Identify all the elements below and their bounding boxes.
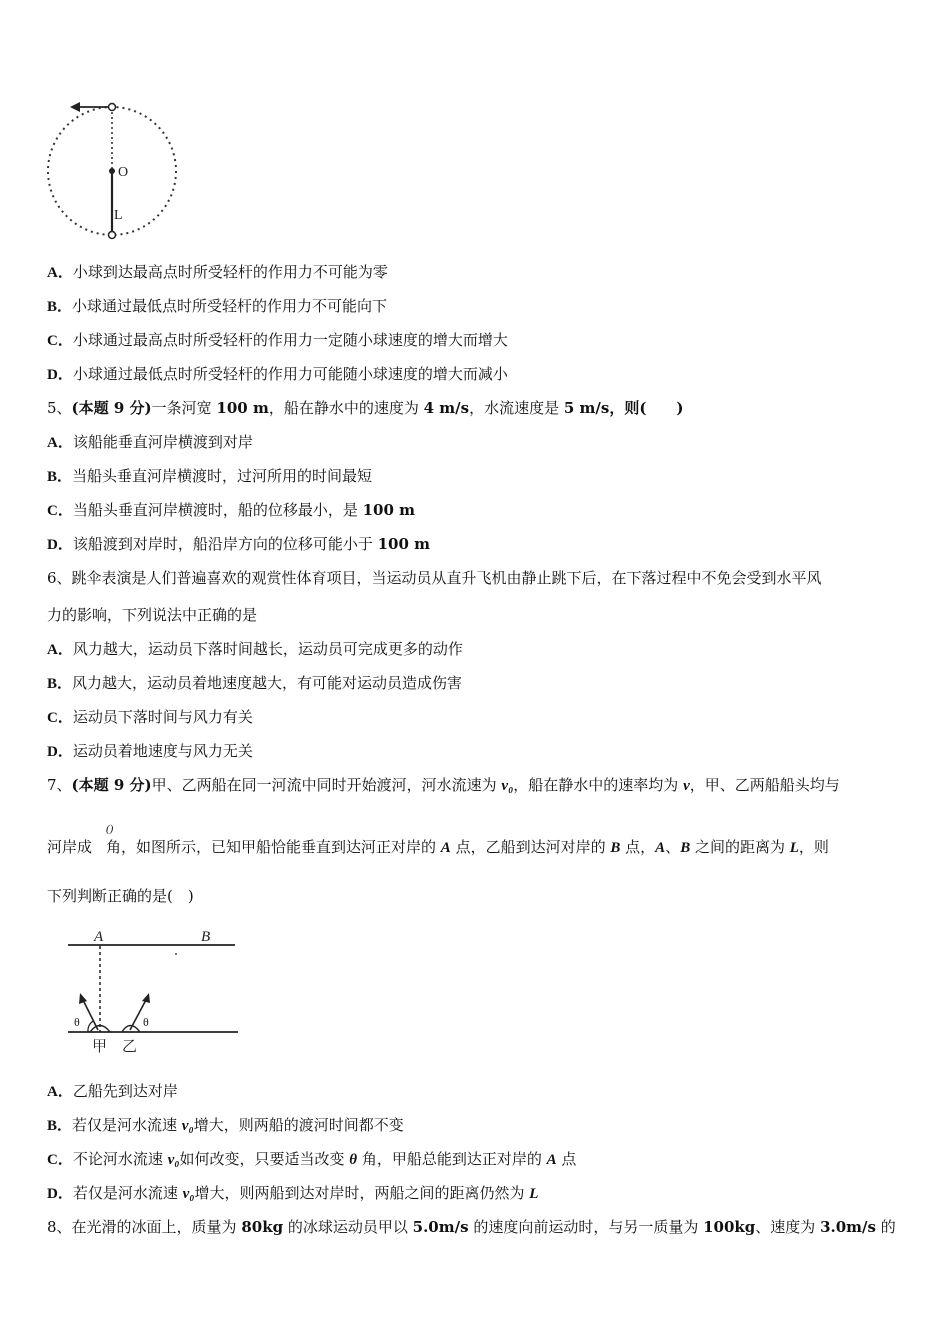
theta-placeholder: () (106, 823, 114, 835)
stem-text: 的 (875, 1218, 896, 1236)
stem-text: 甲、乙两船在同一河流中同时开始渡河，河水流速为 (151, 776, 502, 794)
yi-arrow-head (142, 993, 150, 1003)
label-jia: 甲 (92, 1037, 108, 1055)
top-ball (109, 104, 116, 111)
option-text: 若仅是河水流速 (72, 1184, 183, 1202)
point-a: A (546, 1152, 557, 1168)
option-letter: A． (47, 435, 73, 451)
mass-2: 100kg (703, 1218, 756, 1236)
stem-text: 河岸成 (47, 838, 93, 856)
option-value: 100 m (377, 535, 431, 553)
option-letter: A． (47, 1084, 73, 1100)
option-text: 该船渡到对岸时，船沿岸方向的位移可能小于 (72, 535, 378, 553)
stem-text: ，则( ) (609, 399, 684, 417)
water-speed: 5 m/s (563, 399, 610, 417)
q5-stem (47, 398, 684, 418)
option-letter: B． (47, 469, 73, 485)
stem-text: ，则 (798, 838, 829, 856)
q6-stem-line1 (47, 568, 822, 588)
option-text: 若仅是河水流速 (72, 1116, 182, 1134)
option-text: 当船头垂直河岸横渡时，船的位移最小，是 (72, 501, 363, 519)
question-number: 8、 (47, 1218, 72, 1236)
stem-text: 、速度为 (755, 1218, 821, 1236)
option-letter: B． (47, 676, 73, 692)
mark-dot (175, 953, 177, 955)
label-b: B (201, 929, 211, 945)
stem-text: 的冰球运动员甲以 (283, 1218, 413, 1236)
stem-text: 点， (620, 838, 656, 856)
option-value: 100 m (362, 501, 416, 519)
label-yi: 乙 (122, 1037, 138, 1055)
option-text: 小球通过最低点时所受轻杆的作用力不可能向下 (72, 297, 388, 315)
point-a: A (440, 840, 451, 856)
q5-option-a (47, 432, 253, 453)
var-v0: v₀ (501, 778, 514, 794)
score: (本题 9 分) (71, 399, 152, 417)
option-letter: A． (47, 642, 73, 658)
option-text: 小球通过最低点时所受轻杆的作用力可能随小球速度的增大而减小 (72, 365, 508, 383)
option-letter: C． (47, 503, 73, 519)
jia-arrow-head (79, 993, 87, 1004)
var-theta: θ (349, 1152, 358, 1168)
rod-circle-figure (40, 95, 190, 250)
theta-yi: θ (143, 1015, 149, 1029)
option-letter: C． (47, 1152, 73, 1168)
option-text: 当船头垂直河岸横渡时，过河所用的时间最短 (72, 467, 373, 485)
theta-jia: θ (74, 1015, 80, 1029)
stem-text: ，水流速度是 (469, 399, 564, 417)
q7-option-b (47, 1115, 404, 1136)
river-width: 100 m (216, 399, 269, 417)
option-text: 增大，则两船的渡河时间都不变 (193, 1116, 404, 1134)
distance-l: L (529, 1186, 539, 1202)
option-text: 点 (556, 1150, 577, 1168)
stem-text: 在光滑的冰面上，质量为 (71, 1218, 242, 1236)
q6-option-a (47, 639, 463, 660)
q7-stem-line1 (47, 775, 840, 796)
var-v0: v₀ (181, 1118, 194, 1134)
option-letter: B． (47, 299, 73, 315)
river-crossing-figure (60, 922, 245, 1057)
option-text: 角，甲船总能到达正对岸的 (357, 1150, 547, 1168)
q5-option-b (47, 466, 372, 487)
stem-text: 、 (665, 838, 681, 856)
speed-1: 5.0m/s (412, 1218, 469, 1236)
label-a: A (94, 929, 104, 945)
mass-1: 80kg (241, 1218, 284, 1236)
label-o: O (118, 165, 129, 180)
boat-speed: 4 m/s (423, 399, 470, 417)
q7-option-a (47, 1081, 178, 1102)
question-number: 5、 (47, 399, 72, 417)
option-text: 增大，则两船到达对岸时，两船之间的距离仍然为 (194, 1184, 530, 1202)
option-text: 小球通过最高点时所受轻杆的作用力一定随小球速度的增大而增大 (72, 331, 508, 349)
option-text: 乙船先到达对岸 (72, 1082, 178, 1100)
q6-option-c (47, 707, 253, 728)
stem-text: 一条河宽 (151, 399, 217, 417)
q6-stem-line2: 力的影响，下列说法中正确的是 (47, 606, 258, 624)
var-v0: v₀ (167, 1152, 180, 1168)
score: (本题 9 分) (71, 776, 152, 794)
stem-text: 跳伞表演是人们普遍喜欢的观赏性体育项目，当运动员从直升飞机由静止跳下后，在下落过程中不免会受到水平风 (71, 569, 822, 587)
q5-option-c (47, 500, 415, 521)
speed-2: 3.0m/s (820, 1218, 876, 1236)
option-letter: D． (47, 1186, 73, 1202)
option-text: 风力越大，运动员下落时间越长，运动员可完成更多的动作 (72, 640, 463, 658)
stem-text: 之间的距离为 (690, 838, 790, 856)
stem-text: 角，如图所示，已知甲船恰能垂直到达河正对岸的 (106, 838, 441, 856)
q8-stem (47, 1217, 896, 1237)
stem-text: ，船在静水中的速率均为 (513, 776, 684, 794)
q4-option-c (47, 330, 508, 351)
option-letter: D． (47, 744, 73, 760)
question-number: 7、 (47, 776, 72, 794)
option-letter: D． (47, 367, 73, 383)
option-text: 如何改变，只要适当改变 (179, 1150, 350, 1168)
velocity-arrow-head (70, 102, 80, 112)
pivot-point (109, 168, 115, 174)
q5-option-d (47, 534, 430, 555)
stem-text: 的速度向前运动时，与另一质量为 (468, 1218, 704, 1236)
option-text: 不论河水流速 (72, 1150, 168, 1168)
q7-stem-line2 (47, 837, 829, 858)
var-v0: v₀ (182, 1186, 195, 1202)
option-letter: A． (47, 265, 73, 281)
point-b: B (680, 840, 691, 856)
question-number: 6、 (47, 569, 72, 587)
option-letter: D． (47, 537, 73, 553)
distance-l: L (789, 840, 799, 856)
point-a: A (655, 840, 666, 856)
bottom-ball (109, 232, 116, 239)
q4-option-b (47, 296, 387, 317)
q6-option-b (47, 673, 462, 694)
option-letter: B． (47, 1118, 73, 1134)
option-letter: C． (47, 333, 73, 349)
q7-option-d (47, 1183, 538, 1204)
stem-text: ，甲、乙两船船头均与 (689, 776, 840, 794)
stem-text: ，船在静水中的速度为 (268, 399, 424, 417)
option-letter: C． (47, 710, 73, 726)
option-text: 该船能垂直河岸横渡到对岸 (72, 433, 253, 451)
q7-stem-line3: 下列判断正确的是( ) (47, 887, 194, 905)
option-text: 运动员下落时间与风力有关 (72, 708, 253, 726)
point-b: B (610, 840, 621, 856)
q7-option-c (47, 1149, 576, 1170)
stem-text: 点，乙船到达河对岸的 (450, 838, 611, 856)
option-text: 运动员着地速度与风力无关 (72, 742, 253, 760)
jia-velocity-arrow (82, 998, 98, 1030)
label-l: L (114, 208, 123, 223)
option-text: 风力越大，运动员着地速度越大，有可能对运动员造成伤害 (72, 674, 463, 692)
q4-option-a (47, 262, 388, 283)
var-v: v (683, 778, 690, 794)
q4-option-d (47, 364, 508, 385)
option-text: 小球到达最高点时所受轻杆的作用力不可能为零 (72, 263, 388, 281)
q6-option-d (47, 741, 253, 762)
